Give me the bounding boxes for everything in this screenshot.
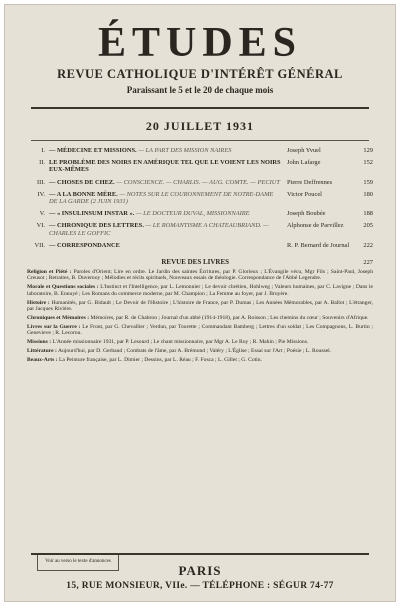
journal-title: ÉTUDES	[97, 20, 303, 66]
publisher-city: PARIS	[178, 563, 222, 578]
toc-text	[49, 222, 283, 236]
toc-author: Joseph Yvuel	[287, 147, 321, 154]
book-review-paragraph	[27, 357, 373, 363]
divider	[31, 553, 369, 555]
divider	[31, 107, 369, 109]
toc-text	[49, 242, 283, 249]
toc-page: 129	[363, 147, 373, 154]
toc-subtitle: — NOTES SUR LE COURONNEMENT DE NOTRE-DAME DE LA GARDE (2 JUIN 1931)	[49, 190, 274, 206]
divider	[31, 140, 369, 141]
toc-text	[49, 159, 283, 173]
toc-subtitle: — LE ROMANTISME A CHATEAUBRIAND. — CHARLES LE GOFFIC	[49, 222, 269, 237]
book-category: Morale et Questions sociales :	[27, 284, 99, 291]
toc-entry	[27, 222, 373, 236]
journal-tagline: Paraissant le 5 et le 20 de chaque mois	[126, 85, 274, 95]
masthead	[5, 5, 395, 95]
table-of-contents	[27, 147, 373, 249]
issue-date: 20 JUILLET 1931	[145, 119, 255, 133]
publisher-address: 15, RUE MONSIEUR, VIIe. — TÉLÉPHONE : SÉGUR 74-77	[66, 581, 334, 591]
toc-author: John Lafarge	[287, 159, 321, 167]
toc-author: Joseph Boubée	[287, 210, 326, 218]
toc-title: — CHRONIQUE DES LETTRES.	[49, 222, 144, 230]
toc-subtitle: — CONSCIENCE. — CHARLIS. — AUG. COMTE. — PECIUT	[116, 178, 280, 186]
book-text: L'Année missionnaire 1931, par P. Lesourd ; Le chant missionnaire, par Mgr A. Le Roy ; R. Mahin ; Pie Missions.	[52, 339, 309, 346]
toc-title: — CHOSES DE CHEZ.	[49, 178, 115, 186]
toc-title: LE PROBLÈME DES NOIRS EN AMÉRIQUE TEL QUE LE VOIENT LES NOIRS EUX-MÊMES	[49, 159, 281, 174]
toc-number: I.	[41, 147, 45, 154]
book-review-paragraph	[27, 339, 373, 345]
books-page: 227	[363, 259, 373, 267]
toc-title: — « INSULINSUM INSTAR ».	[49, 210, 135, 218]
toc-author: Alphonse de Parvillez	[287, 222, 344, 230]
toc-author: R. P. Bernard de Journal	[287, 241, 350, 249]
book-category: Beaux-Arts :	[27, 357, 58, 363]
book-category: Livres sur la Guerre :	[27, 323, 81, 330]
book-category: Littérature :	[27, 348, 57, 355]
book-review-paragraph	[27, 284, 373, 297]
books-heading-row	[27, 254, 373, 269]
toc-entry	[27, 147, 373, 154]
toc-entry	[27, 210, 373, 217]
book-reviews	[27, 269, 373, 363]
toc-subtitle: — LE DOCTEUR DUVAL, MISSIONNAIRE	[135, 210, 250, 218]
toc-text	[49, 179, 283, 186]
notice-stamp: Voir au verso le texte d'annonces	[37, 553, 119, 571]
toc-entry	[27, 179, 373, 186]
toc-number: VI.	[36, 222, 45, 230]
toc-page: 180	[363, 190, 373, 198]
book-text: La Peinture française, par L. Dimier ; Dessins, par L. Réau ; F. Fosca ; L. Gillet ; G. Cotin.	[59, 357, 262, 363]
book-text: Humanités, par G. Bidault ; Le Devoir de l'Histoire ; L'histoire de France, par P. Dumas ; Les Années Mémorables, par A. Ballot ; L'étranger, par Jacques Rivière.	[27, 299, 373, 313]
toc-page: 159	[363, 178, 373, 186]
toc-author: Pierre Deffrennes	[287, 178, 333, 186]
toc-subtitle: — LA PART DES MISSION NAIRES	[138, 147, 232, 154]
toc-entry	[27, 242, 373, 249]
book-category: Chroniques et Mémoires :	[27, 314, 90, 321]
toc-entry	[27, 159, 373, 173]
books-heading: REVUE DES LIVRES	[161, 258, 230, 267]
toc-number: VII.	[34, 241, 45, 249]
toc-text	[49, 191, 283, 205]
book-category: Histoire :	[27, 299, 50, 306]
toc-author: Victor Poucel	[287, 190, 322, 198]
book-text: L'Instinct et l'Intelligence, par L. Lemonnier ; Le devoir chrétien, Hohlweg ; Valeurs humaines, par C. Lavigne ; Dans le laboratoire, B. Ennuyé ; Les Romans du commerce moderne, par M. Champion ; La Femme au foyer, par J. Bruyère.	[27, 284, 373, 297]
toc-title: — A LA BONNE MÈRE.	[49, 190, 118, 198]
toc-page: 152	[363, 159, 373, 167]
book-text: Paroles d'Orient; Lire en ordre. Le Jardin des saintes Écritures, par P. Glorieux ; L'Évangile vécu, Mgr Fils ; Saint-Paul, Joseph Creusot ; Retraites, B. Duvernoy ; Mélodies et récits spirituels, Nouveaux essais de théologie. Correspondance de l'Abbé Legendre.	[27, 269, 373, 282]
toc-page: 222	[363, 241, 373, 249]
book-review-paragraph	[27, 269, 373, 282]
toc-number: IV.	[37, 190, 45, 198]
book-text: Aujourd'hui, par D. Gerbaud ; Combats de l'âme, par A. Brémond ; Valéry ; L'Église ; Essai sur l'Art ; Poésie ; L. Roussel.	[57, 348, 332, 355]
toc-title: — MÉDECINE ET MISSIONS.	[49, 147, 137, 154]
journal-subtitle: REVUE CATHOLIQUE D'INTÉRÊT GÉNÉRAL	[57, 67, 343, 81]
journal-cover	[4, 4, 396, 602]
book-category: Religion et Piété :	[27, 269, 72, 276]
book-text: Mémoires, par R. de Chabron ; Journal d'un abbé (1914-1918), par A. Roisson ; Les chemins du cœur ; Souvenirs d'Afrique.	[90, 314, 369, 321]
book-review-paragraph	[27, 300, 373, 313]
toc-text	[49, 147, 283, 154]
book-review-paragraph	[27, 348, 373, 354]
toc-page: 188	[363, 210, 373, 218]
toc-number: III.	[37, 178, 45, 186]
toc-number: V.	[39, 210, 45, 218]
toc-page: 205	[363, 222, 373, 230]
book-review-paragraph	[27, 324, 373, 337]
toc-title: — CORRESPONDANCE	[49, 241, 120, 249]
book-text: Le Front, par G. Chevallier ; Verdun, par Tourette ; Commandant Bamberg ; Lettres d'un soldat ; Les Compagnons, L. Burtin ; Genevieve ; R. Lecornu.	[27, 323, 373, 337]
footer	[5, 553, 395, 591]
book-review-paragraph	[27, 315, 373, 321]
book-category: Missions :	[27, 339, 52, 346]
toc-number: II.	[39, 159, 45, 167]
toc-text	[49, 210, 283, 217]
toc-entry	[27, 191, 373, 205]
